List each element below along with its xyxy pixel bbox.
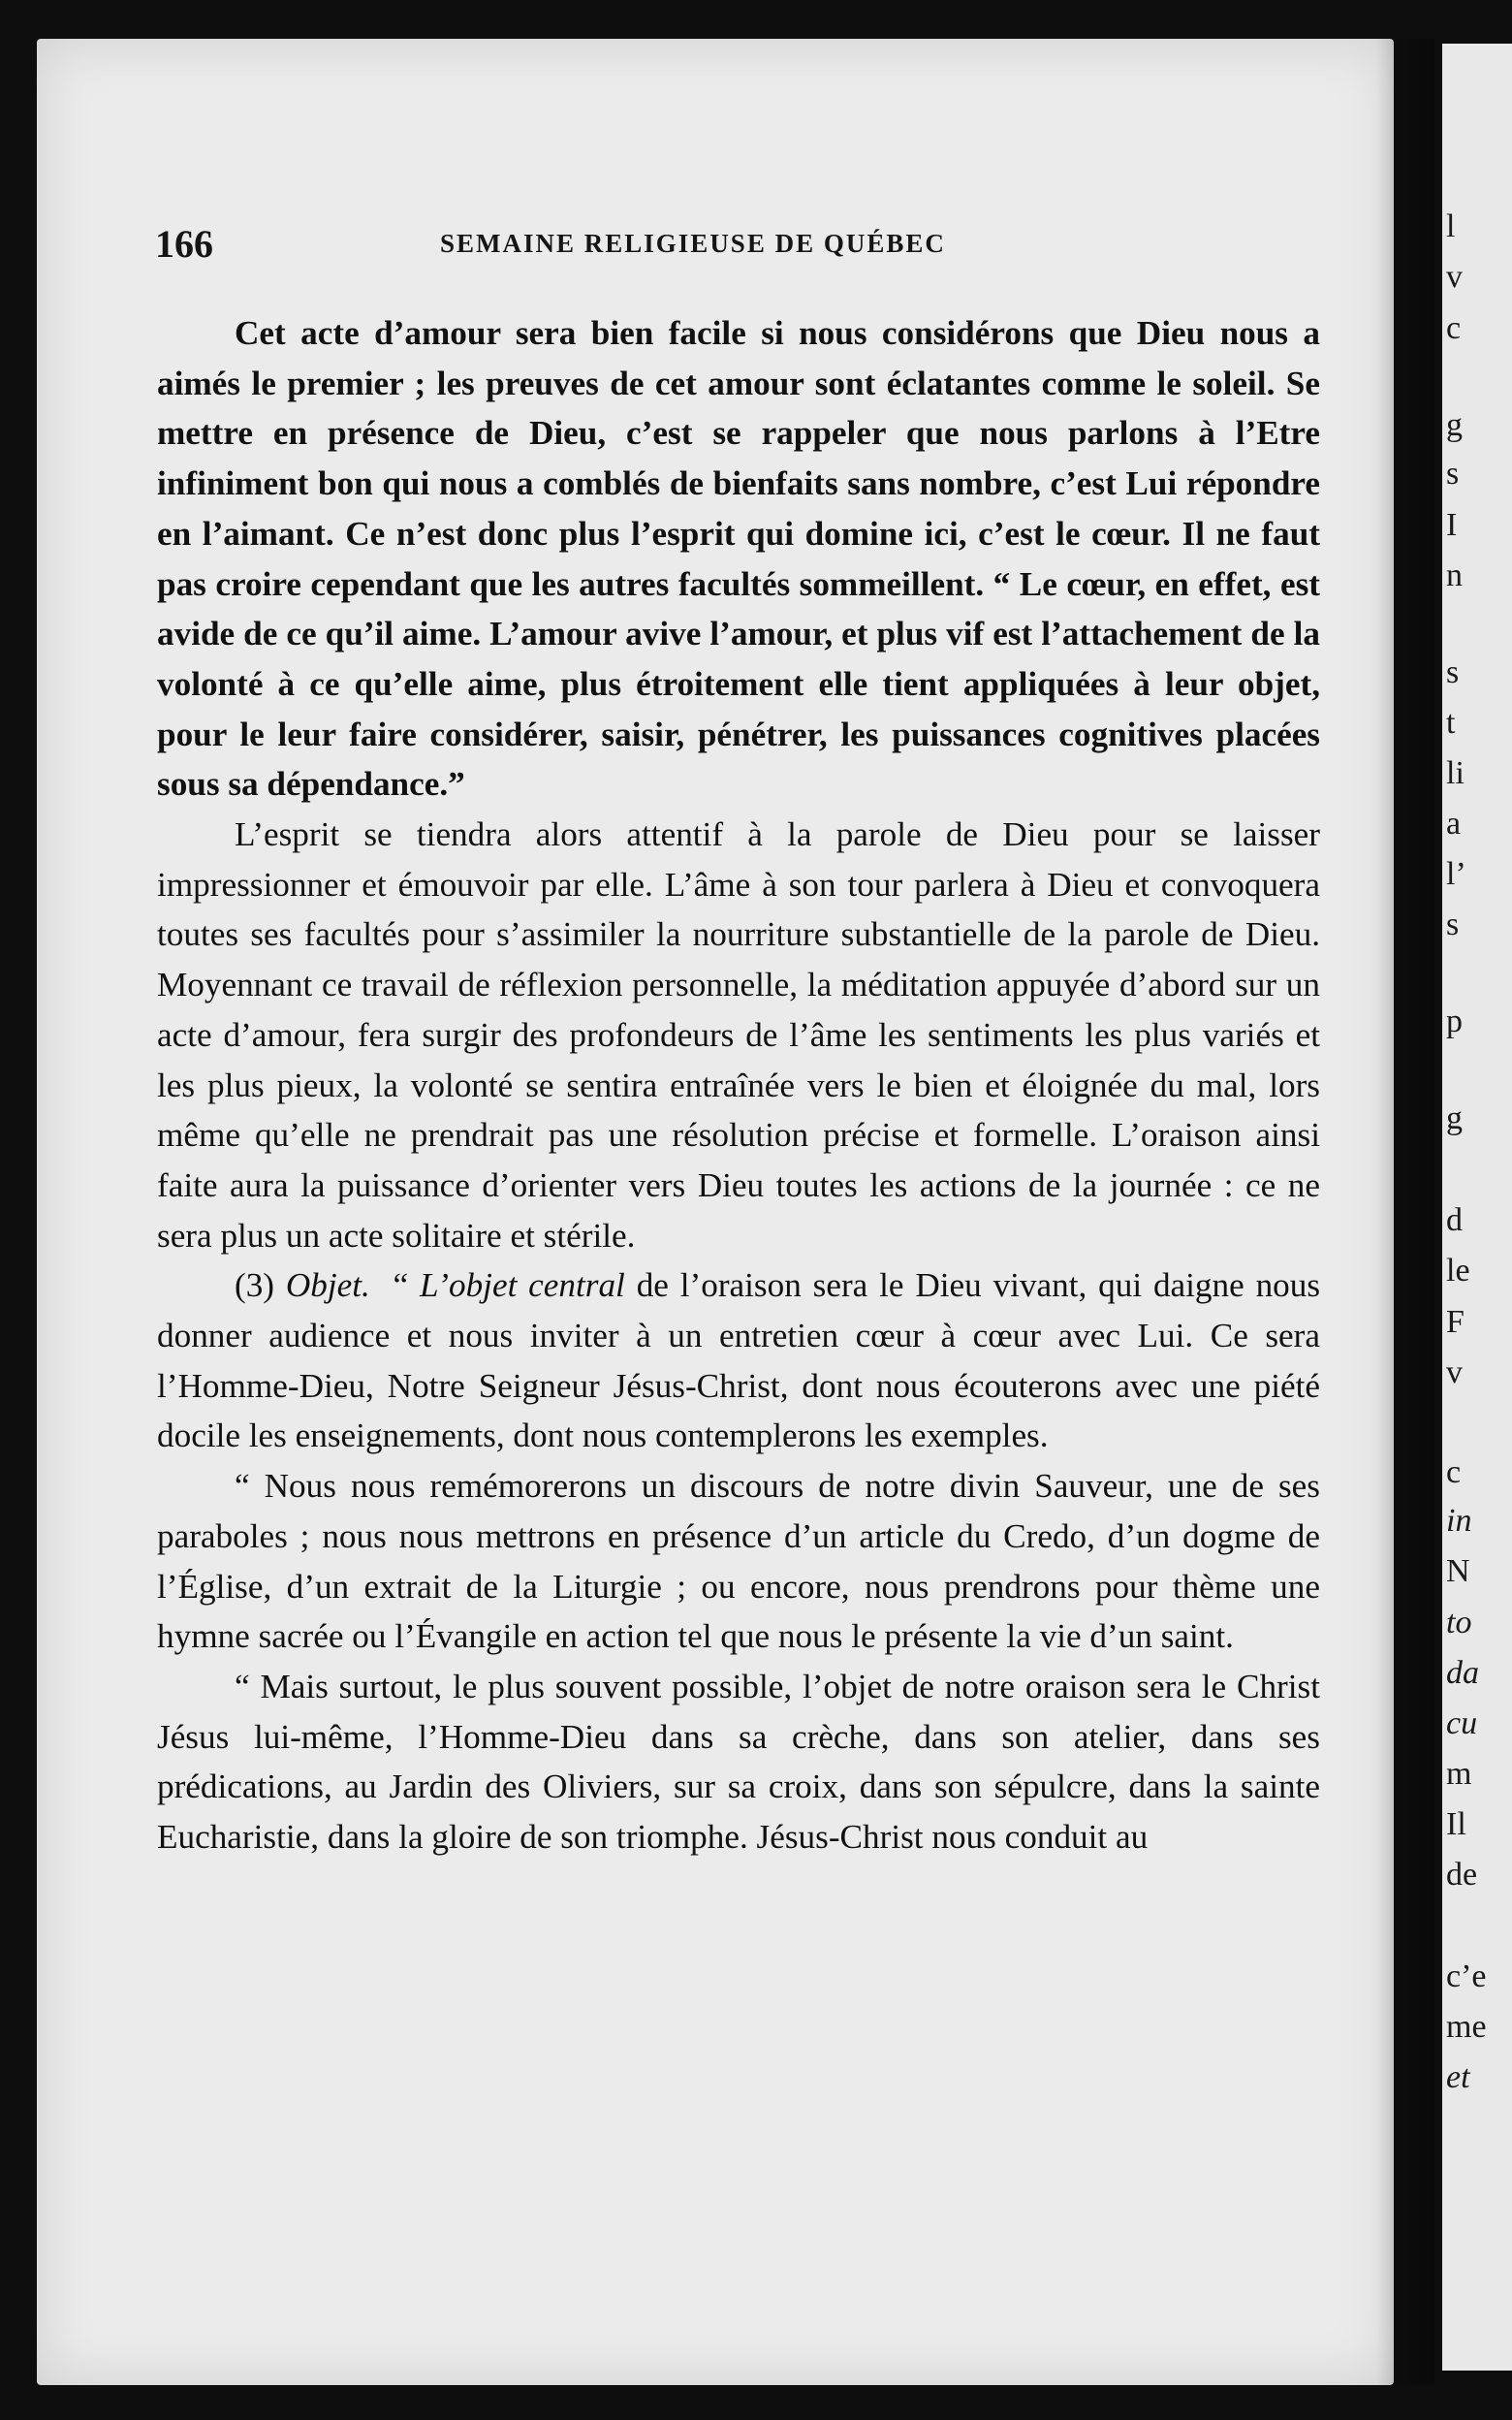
adjacent-fragment: c’e: [1446, 1958, 1487, 1994]
running-title: SEMAINE RELIGIEUSE DE QUÉBEC: [440, 229, 946, 258]
paragraph: “ Mais surtout, le plus souvent possible, l’objet de notre oraison sera le Christ Jésus lui-même, l’Homme-Dieu dans sa crèche, dans son atelier, dans ses prédications, au Jardin des Oliviers, sur sa croix, dans son sépulcre, dans la sainte Eucharistie, dans la gloire de son triomphe. Jésus-Christ nous conduit au: [157, 1667, 1320, 1857]
adjacent-fragment: N: [1446, 1553, 1470, 1589]
section-label: Objet.: [285, 1266, 370, 1305]
adjacent-fragment: Il: [1446, 1806, 1466, 1842]
paragraph: Cet acte d’amour sera bien facile si nous considérons que Dieu nous a aimés le premier ; les preuves de cet amour sont éclatantes comme le soleil. Se mettre en présence de Dieu, c’est se rappeler que nous parlons à l’Etre infiniment bon qui nous a comblés de bienfaits sans nombre, c’est Lui répondre en l’aimant. Ce n’est donc plus l’esprit qui domine ici, c’est le cœur. Il ne faut pas croire cependant que les autres facultés sommeillent. “ Le cœur, en effet, est avide de ce qu’il aime. L’amour avive l’amour, et plus vif est l’attachement de la volonté à ce qu’elle aime, plus étroitement elle tient appliquées à leur objet, pour le leur faire considérer, saisir, pénétrer, les puissances cognitives placées sous sa dépendance.”: [157, 314, 1320, 804]
adjacent-fragment: I: [1446, 507, 1458, 543]
adjacent-fragment: l: [1446, 208, 1456, 244]
adjacent-fragment: m: [1446, 1756, 1472, 1792]
adjacent-fragment: s: [1446, 654, 1460, 690]
adjacent-fragment: v: [1446, 1354, 1463, 1390]
page-number: 166: [155, 222, 213, 266]
adjacent-fragment: F: [1446, 1304, 1465, 1340]
adjacent-fragment: v: [1446, 259, 1463, 295]
adjacent-fragment: t: [1446, 705, 1456, 741]
adjacent-fragment: s: [1446, 907, 1460, 942]
adjacent-fragment: et: [1446, 2059, 1470, 2095]
quote-mark: “: [393, 1266, 409, 1305]
italic-term: L’objet central: [420, 1266, 625, 1305]
adjacent-fragment: li: [1446, 755, 1465, 791]
adjacent-fragment: l’: [1446, 856, 1466, 892]
adjacent-fragment: g: [1446, 407, 1463, 443]
paragraph: “ Nous nous remémorerons un discours de notre divin Sauveur, une de ses paraboles ; nous nous mettrons en présence d’un article du Credo, d’un dogme de l’Église, d’un extrait de la Liturgie ; ou encore, nous prendrons pour thème une hymne sacrée ou l’Évangile en action tel que nous le présente la vie d’un saint.: [157, 1467, 1320, 1656]
adjacent-fragment: c: [1446, 310, 1462, 346]
section-number: (3): [235, 1266, 275, 1305]
paragraph: L’esprit se tiendra alors attentif à la parole de Dieu pour se laisser impressionner et émouvoir par elle. L’âme à son tour parlera à Dieu et convoquera toutes ses facultés pour s’assimiler la nourriture substantielle de la parole de Dieu. Moyennant ce travail de réflexion personnelle, la méditation appuyée d’abord sur un acte d’amour, fera surgir des profondeurs de l’âme les sentiments les plus variés et les plus pieux, la volonté se sentira entraînée vers le bien et éloignée du mal, lors même qu’elle ne prendrait pas une résolution précise et formelle. L’oraison ainsi faite aura la puissance d’orienter vers Dieu toutes les actions de la journée : ce ne sera plus un acte solitaire et stérile.: [157, 815, 1320, 1255]
page-fold-shadow: [1376, 39, 1434, 2385]
adjacent-fragment: d: [1446, 1202, 1463, 1238]
adjacent-fragment: g: [1446, 1100, 1463, 1136]
adjacent-fragment: in: [1446, 1503, 1472, 1539]
adjacent-fragment: da: [1446, 1655, 1479, 1691]
paragraph-objet: [157, 1260, 1320, 1461]
adjacent-fragment: a: [1446, 806, 1462, 842]
adjacent-fragment: s: [1446, 456, 1460, 492]
adjacent-fragment: to: [1446, 1605, 1472, 1640]
page-body: [157, 308, 1320, 1863]
adjacent-fragment: cu: [1446, 1705, 1478, 1741]
adjacent-fragment: de: [1446, 1857, 1478, 1893]
adjacent-fragment: p: [1446, 1003, 1463, 1039]
adjacent-fragment: me: [1446, 2009, 1487, 2045]
adjacent-fragment: n: [1446, 557, 1463, 593]
adjacent-fragment: c: [1446, 1454, 1462, 1490]
adjacent-page-strip: [1442, 44, 1512, 2371]
paragraph-text: de l’oraison sera le Dieu vivant, qui daigne nous donner audience et nous inviter à un entretien cœur à cœur avec Lui. Ce sera l’Homme-Dieu, Notre Seigneur Jésus-Christ, dont nous écouterons avec une piété docile les enseignements, dont nous contemplerons les exemples.: [157, 1266, 1321, 1455]
page-header: [155, 221, 1318, 270]
adjacent-fragment: le: [1446, 1253, 1470, 1289]
